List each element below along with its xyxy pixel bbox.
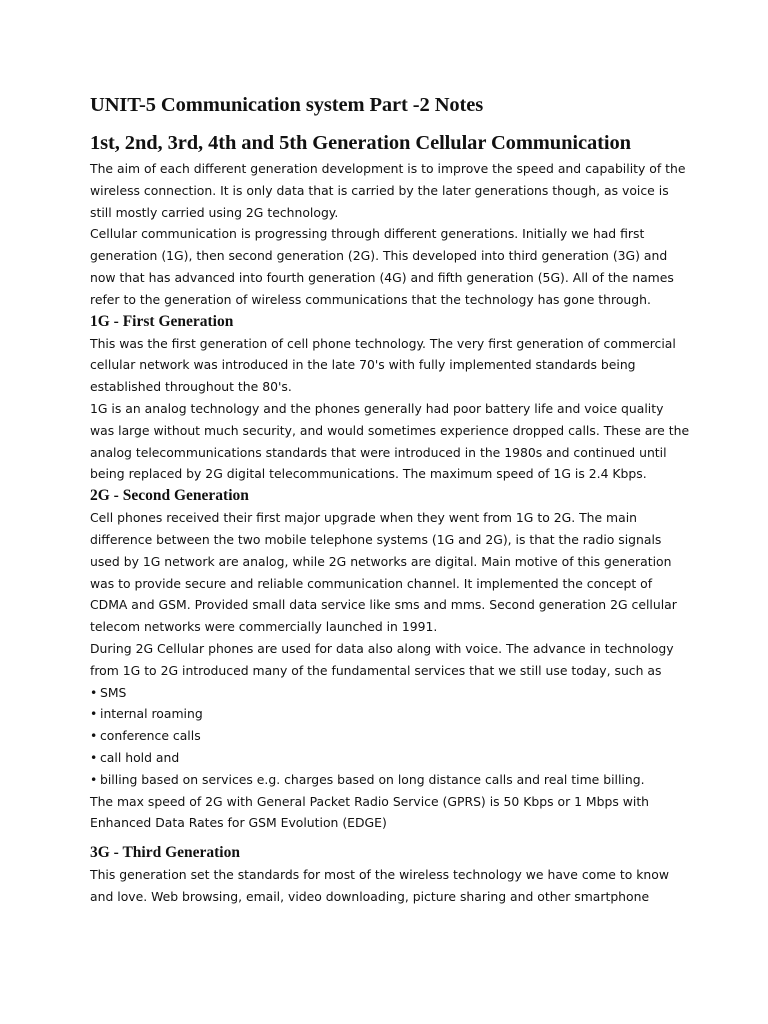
- list-item: [90, 747, 690, 769]
- list-item: [90, 725, 690, 747]
- paragraph-2g: During 2G Cellular phones are used for data also along with voice. The advance in technology from 1G to 2G introduced many of the fundamental services that we still use today, such as: [90, 640, 674, 678]
- bullet-icon: •: [90, 771, 98, 787]
- document-subtitle: 1st, 2nd, 3rd, 4th and 5th Generation Cellular Communication: [90, 132, 631, 154]
- intro-paragraph: The aim of each different generation development is to improve the speed and capability of the wireless connection. It is only data that is carried by the later generations though, as voice is still mostly carried using 2G technology.: [90, 161, 686, 220]
- list-item: [90, 769, 690, 791]
- document-page: [90, 92, 690, 908]
- bullet-icon: •: [90, 749, 98, 765]
- paragraph-2g-closing: The max speed of 2G with General Packet Radio Service (GPRS) is 50 Kbps or 1 Mbps with Enhanced Data Rates for GSM Evolution (EDGE): [90, 793, 650, 831]
- document-title: UNIT-5 Communication system Part -2 Notes: [90, 94, 484, 116]
- list-item-text: SMS: [100, 684, 127, 700]
- bullet-icon: •: [90, 706, 98, 722]
- paragraph-3g: This generation set the standards for most of the wireless technology we have come to know and love. Web browsing, email, video downloading, picture sharing and other smartphone: [90, 867, 669, 904]
- list-item-text: conference calls: [100, 728, 201, 744]
- bullet-icon: •: [90, 728, 98, 744]
- list-item-text: call hold and: [100, 749, 180, 765]
- list-item-text: internal roaming: [100, 706, 203, 722]
- section-heading-3g: 3G - Third Generation: [90, 844, 240, 862]
- intro-paragraph: Cellular communication is progressing through different generations. Initially we had first generation (1G), then second generation (2G). This developed into third generation (3G) and now that has advanced into fourth generation (4G) and fifth generation (5G). All of the names refer to the generation of wireless communications that the technology has gone through.: [90, 226, 674, 307]
- list-item-text: billing based on services e.g. charges based on long distance calls and real time billing.: [100, 771, 645, 787]
- section-heading-1g: 1G - First Generation: [90, 312, 234, 330]
- section-heading-2g: 2G - Second Generation: [90, 487, 249, 505]
- paragraph-1g: This was the first generation of cell phone technology. The very first generation of commercial cellular network was introduced in the late 70's with fully implemented standards being established throughout the 80's.: [90, 335, 676, 395]
- services-list: [90, 682, 690, 791]
- list-item: [90, 682, 690, 704]
- paragraph-2g: Cell phones received their first major upgrade when they went from 1G to 2G. The main difference between the two mobile telephone systems (1G and 2G), is that the radio signals used by 1G network are analog, while 2G networks are digital. Main motive of this generation was to provide secure and reliable communication channel. It implemented the concept of CDMA and GSM. Provided small data service like sms and mms. Second generation 2G cellular telecom networks were commercially launched in 1991.: [90, 510, 677, 635]
- paragraph-1g: 1G is an analog technology and the phones generally had poor battery life and voice quality was large without much security, and would sometimes experience dropped calls. These are the analog telecommunications standards that were introduced in the 1980s and continued until being replaced by 2G digital telecommunications. The maximum speed of 1G is 2.4 Kbps.: [90, 400, 690, 482]
- list-item: [90, 703, 690, 725]
- bullet-icon: •: [90, 684, 98, 700]
